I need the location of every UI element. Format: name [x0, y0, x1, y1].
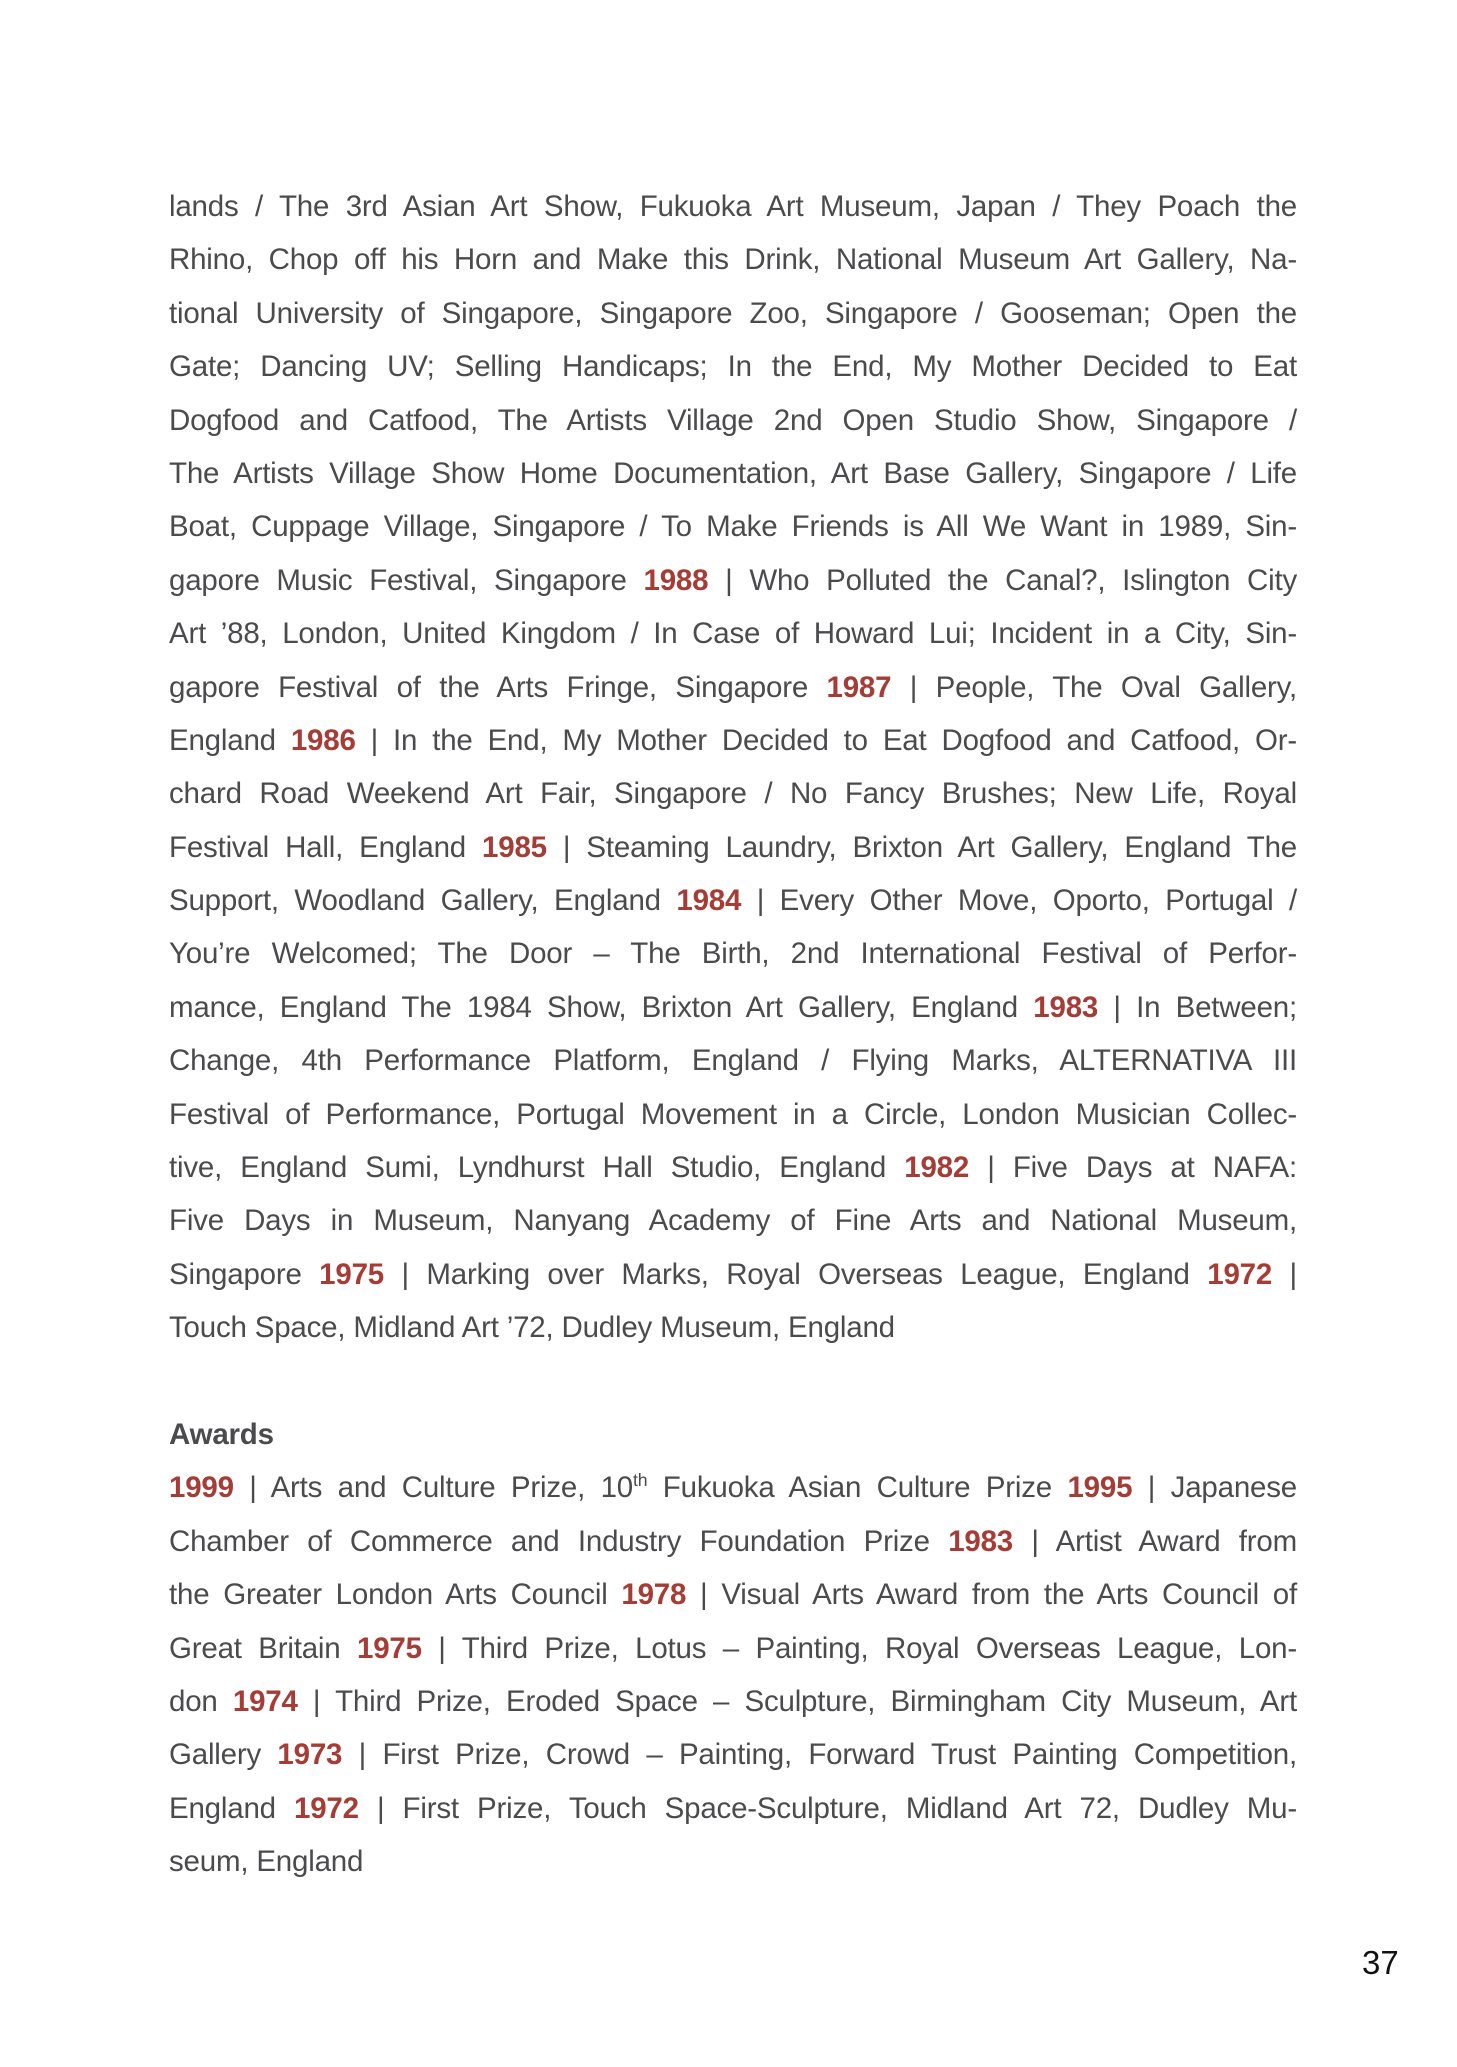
- awards-list: [169, 1461, 1297, 1888]
- text-segment: You’re Welcomed; The Door – The Birth, 2nd International Festival of Perfor-: [169, 937, 1297, 971]
- exhibition-line: [169, 927, 1297, 980]
- text-segment: England: [169, 723, 291, 757]
- text-segment: | Five Days at NAFA:: [969, 1151, 1297, 1185]
- ordinal-suffix: th: [632, 1470, 648, 1491]
- year-label: 1978: [621, 1578, 687, 1612]
- text-segment: don: [169, 1684, 233, 1718]
- text-segment: Festival Hall, England: [169, 830, 483, 864]
- award-line: [169, 1461, 1297, 1514]
- exhibition-line: [169, 447, 1297, 500]
- text-segment: Art ’88, London, United Kingdom / In Case of Howard Lui; Incident in a City, Sin-: [169, 617, 1297, 651]
- exhibition-line: [169, 394, 1297, 447]
- exhibition-line: [169, 1141, 1297, 1194]
- year-label: 1983: [1033, 990, 1099, 1024]
- text-segment: gapore Festival of the Arts Fringe, Singapore: [169, 670, 827, 704]
- text-segment: Chamber of Commerce and Industry Foundation Prize: [169, 1524, 949, 1558]
- exhibition-line: [169, 1248, 1297, 1301]
- exhibition-line: [169, 981, 1297, 1034]
- exhibition-line: [169, 714, 1297, 767]
- award-line: [169, 1568, 1297, 1621]
- exhibition-line: [169, 1088, 1297, 1141]
- text-segment: England: [169, 1791, 294, 1825]
- text-segment: gapore Music Festival, Singapore: [169, 563, 644, 597]
- exhibition-line: [169, 340, 1297, 393]
- year-label: 1988: [643, 563, 709, 597]
- text-segment: Festival of Performance, Portugal Movement in a Circle, London Musician Collec-: [169, 1097, 1297, 1131]
- exhibition-line: [169, 767, 1297, 820]
- section-gap: [169, 1355, 1297, 1408]
- award-line: [169, 1782, 1297, 1835]
- text-segment: seum, England: [169, 1845, 364, 1879]
- text-segment: lands / The 3rd Asian Art Show, Fukuoka Art Museum, Japan / They Poach the: [169, 190, 1297, 223]
- year-label: 1972: [294, 1791, 359, 1825]
- text-segment: | In Between;: [1098, 990, 1297, 1024]
- text-segment: | Japanese: [1132, 1471, 1297, 1505]
- text-segment: Rhino, Chop off his Horn and Make this Drink, National Museum Art Gallery, Na-: [169, 243, 1297, 277]
- text-segment: tional University of Singapore, Singapore Zoo, Singapore / Gooseman; Open the: [169, 296, 1297, 330]
- text-segment: Gallery: [169, 1738, 278, 1772]
- text-segment: |: [1272, 1257, 1297, 1291]
- exhibition-line: [169, 607, 1297, 660]
- award-line: [169, 1515, 1297, 1568]
- text-segment: mance, England The 1984 Show, Brixton Art Gallery, England: [169, 990, 1034, 1024]
- awards-heading: Awards: [169, 1417, 274, 1451]
- year-label: 1983: [948, 1524, 1014, 1558]
- exhibition-line: [169, 554, 1297, 607]
- text-segment: The Artists Village Show Home Documentation, Art Base Gallery, Singapore / Life: [169, 456, 1297, 490]
- text-segment: Dogfood and Catfood, The Artists Village 2nd Open Studio Show, Singapore /: [169, 403, 1297, 437]
- text-segment: Five Days in Museum, Nanyang Academy of Fine Arts and National Museum,: [169, 1204, 1297, 1238]
- year-label: 1985: [482, 830, 547, 864]
- year-label: 1975: [319, 1257, 384, 1291]
- year-label: 1999: [169, 1471, 234, 1505]
- text-segment: | Third Prize, Lotus – Painting, Royal Overseas League, Lon-: [421, 1631, 1297, 1665]
- text-segment: | Marking over Marks, Royal Overseas League, England: [384, 1257, 1208, 1291]
- exhibition-line: [169, 287, 1297, 340]
- text-segment: | People, The Oval Gallery,: [891, 670, 1298, 704]
- year-label: 1975: [356, 1631, 422, 1665]
- text-column: [169, 180, 1297, 1889]
- text-segment: | Visual Arts Award from the Arts Council of: [686, 1578, 1297, 1612]
- text-segment: | First Prize, Crowd – Painting, Forward Trust Painting Competition,: [342, 1738, 1297, 1772]
- text-segment: tive, England Sumi, Lyndhurst Hall Studio, England: [169, 1151, 905, 1185]
- year-label: 1982: [904, 1151, 970, 1185]
- year-label: 1973: [277, 1738, 343, 1772]
- year-label: 1995: [1067, 1471, 1133, 1505]
- text-segment: Great Britain: [169, 1631, 357, 1665]
- text-segment: | Arts and Culture Prize, 10: [233, 1471, 633, 1505]
- year-label: 1984: [676, 884, 742, 918]
- award-line: [169, 1835, 1297, 1888]
- text-segment: | Every Other Move, Oporto, Portugal /: [741, 884, 1297, 918]
- award-line: [169, 1675, 1297, 1728]
- text-segment: | Third Prize, Eroded Space – Sculpture, Birmingham City Museum, Art: [297, 1684, 1297, 1718]
- text-segment: Support, Woodland Gallery, England: [169, 884, 677, 918]
- year-label: 1972: [1207, 1257, 1273, 1291]
- exhibition-line: [169, 500, 1297, 553]
- exhibition-line: [169, 874, 1297, 927]
- exhibition-line: [169, 1301, 1297, 1354]
- award-line: [169, 1622, 1297, 1675]
- text-segment: Change, 4th Performance Platform, England / Flying Marks, ALTERNATIVA III: [169, 1044, 1297, 1078]
- text-segment: chard Road Weekend Art Fair, Singapore / No Fancy Brushes; New Life, Royal: [169, 777, 1297, 811]
- exhibition-line: [169, 1194, 1297, 1247]
- text-segment: Boat, Cuppage Village, Singapore / To Make Friends is All We Want in 1989, Sin-: [169, 510, 1297, 544]
- text-segment: Touch Space, Midland Art ’72, Dudley Museum, England: [169, 1311, 895, 1345]
- exhibition-line: [169, 1034, 1297, 1087]
- exhibition-line: [169, 661, 1297, 714]
- text-segment: | Steaming Laundry, Brixton Art Gallery, England The: [546, 830, 1298, 864]
- text-segment: Singapore: [169, 1257, 320, 1291]
- text-segment: | Who Polluted the Canal?, Islington City: [708, 563, 1297, 597]
- text-segment: | In the End, My Mother Decided to Eat Dogfood and Catfood, Or-: [355, 723, 1298, 757]
- exhibition-line: [169, 233, 1297, 286]
- exhibition-line: [169, 180, 1297, 233]
- text-segment: the Greater London Arts Council: [169, 1578, 622, 1612]
- text-segment: | Artist Award from: [1013, 1524, 1297, 1558]
- exhibitions-list: [169, 180, 1297, 1355]
- year-label: 1986: [290, 723, 356, 757]
- year-label: 1987: [826, 670, 892, 704]
- award-line: [169, 1728, 1297, 1781]
- year-label: 1974: [232, 1684, 298, 1718]
- exhibition-line: [169, 821, 1297, 874]
- text-segment: | First Prize, Touch Space-Sculpture, Midland Art 72, Dudley Mu-: [358, 1791, 1298, 1825]
- text-segment: Gate; Dancing UV; Selling Handicaps; In the End, My Mother Decided to Eat: [169, 350, 1297, 384]
- text-segment: Fukuoka Asian Culture Prize: [647, 1471, 1068, 1505]
- page-number: 37: [1362, 1944, 1399, 1981]
